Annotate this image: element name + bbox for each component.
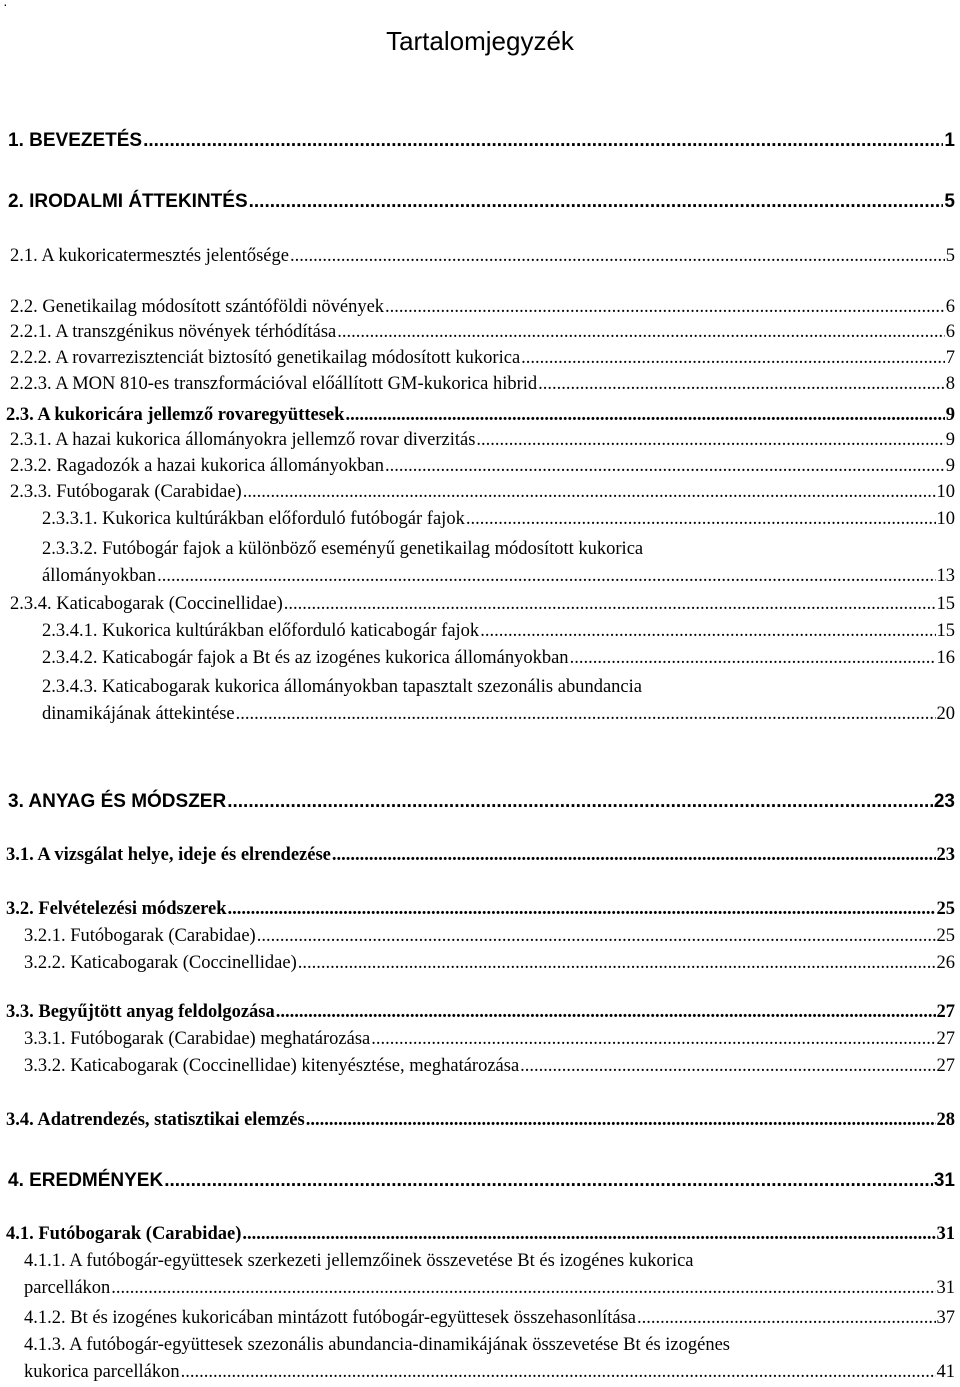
dot-leader bbox=[385, 295, 945, 319]
page-number: 15 bbox=[936, 621, 955, 641]
page-number: 41 bbox=[936, 1362, 955, 1382]
dot-leader bbox=[181, 1360, 936, 1384]
toc-entry-title: 2.3.3.2. Futóbogár fajok a különböző eseményű genetikailag módosított kukorica bbox=[42, 539, 644, 559]
toc-entry-title: 2.3.4.3. Katicabogarak kukorica állományokban tapasztalt szezonális abundancia bbox=[42, 677, 642, 697]
dot-leader bbox=[476, 428, 944, 452]
dot-leader bbox=[306, 1108, 936, 1132]
toc-entry-title: 2.2.1. A transzgénikus növények térhódítása bbox=[10, 322, 337, 342]
page-number: 9 bbox=[945, 456, 955, 476]
dot-leader bbox=[637, 1306, 935, 1330]
toc-entry-title: 2.2.3. A MON 810-es transzformációval előállított GM-kukorica hibrid bbox=[10, 374, 538, 394]
page-number: 27 bbox=[936, 1056, 955, 1076]
toc-entry-title: 3.2.2. Katicabogarak (Coccinellidae) bbox=[24, 953, 297, 973]
page-corner-mark: · bbox=[3, 0, 8, 12]
page-title: Tartalomjegyzék bbox=[386, 26, 574, 56]
toc-entry-title: 2.3.2. Ragadozók a hazai kukorica állományokban bbox=[10, 456, 384, 476]
toc-entry-title-continued: parcellákon bbox=[24, 1278, 111, 1298]
page-number: 5 bbox=[945, 246, 955, 266]
dot-leader bbox=[111, 1276, 935, 1300]
dot-leader bbox=[337, 320, 944, 344]
dot-leader bbox=[257, 924, 936, 948]
page-number: 27 bbox=[936, 1029, 955, 1049]
toc-entry-title: 4.1.3. A futóbogár-együttesek szezonális abundancia-dinamikájának összevetése Bt és izogénes bbox=[24, 1335, 730, 1355]
dot-leader bbox=[157, 564, 935, 588]
dot-leader bbox=[570, 646, 936, 670]
page-number: 20 bbox=[936, 704, 955, 724]
page-number: 25 bbox=[936, 899, 955, 919]
dot-leader bbox=[227, 790, 933, 814]
dot-leader bbox=[385, 454, 945, 478]
toc-entry-title-continued: kukorica parcellákon bbox=[24, 1362, 180, 1382]
page-number: 25 bbox=[936, 926, 955, 946]
toc-entry-title: 3.3. Begyűjtött anyag feldolgozása bbox=[6, 1002, 275, 1022]
page-number: 9 bbox=[945, 430, 955, 450]
toc-entry-title: 3.3.2. Katicabogarak (Coccinellidae) kitenyésztése, meghatározása bbox=[24, 1056, 520, 1076]
dot-leader bbox=[243, 480, 936, 504]
page-number: 23 bbox=[936, 845, 955, 865]
toc-entry-title: 2.3.3.1. Kukorica kultúrákban előforduló futóbogár fajok bbox=[42, 509, 465, 529]
dot-leader bbox=[345, 403, 944, 427]
page-number: 8 bbox=[945, 374, 955, 394]
dot-leader bbox=[332, 843, 936, 867]
page-number: 31 bbox=[936, 1224, 955, 1244]
dot-leader bbox=[249, 190, 944, 214]
dot-leader bbox=[242, 1222, 935, 1246]
dot-leader bbox=[276, 1000, 936, 1024]
dot-leader bbox=[466, 507, 936, 531]
toc-entry-title: 3.2.1. Futóbogarak (Carabidae) bbox=[24, 926, 256, 946]
dot-leader bbox=[164, 1169, 933, 1193]
toc-entry-title-continued: dinamikájának áttekintése bbox=[42, 704, 235, 724]
page-number: 15 bbox=[936, 594, 955, 614]
toc-entry-title: 2.3.4.1. Kukorica kultúrákban előforduló katicabogár fajok bbox=[42, 621, 480, 641]
page-number: 6 bbox=[945, 322, 955, 342]
page-number: 26 bbox=[936, 953, 955, 973]
dot-leader bbox=[228, 897, 936, 921]
toc-entry-title: 2.3.1. A hazai kukorica állományokra jellemző rovar diverzitás bbox=[10, 430, 476, 450]
page-number: 10 bbox=[936, 482, 955, 502]
toc-entry-title: 4. EREDMÉNYEK bbox=[8, 1170, 164, 1191]
dot-leader bbox=[371, 1027, 935, 1051]
page-number: 5 bbox=[944, 191, 955, 212]
page-number: 1 bbox=[944, 130, 955, 151]
dot-leader bbox=[236, 702, 936, 726]
page-number: 9 bbox=[945, 405, 955, 425]
dot-leader bbox=[284, 592, 936, 616]
page-number: 28 bbox=[936, 1110, 955, 1130]
dot-leader bbox=[143, 129, 943, 153]
toc-entry-title: 2.3. A kukoricára jellemző rovaregyüttesek bbox=[6, 405, 345, 425]
page-number: 37 bbox=[936, 1308, 955, 1328]
toc-entry-title: 2. IRODALMI ÁTTEKINTÉS bbox=[8, 191, 248, 212]
page-number: 7 bbox=[945, 348, 955, 368]
dot-leader bbox=[480, 619, 935, 643]
dot-leader bbox=[520, 1054, 935, 1078]
dot-leader bbox=[521, 346, 945, 370]
toc-entry-title: 2.2.2. A rovarrezisztenciát biztosító genetikailag módosított kukorica bbox=[10, 348, 521, 368]
dot-leader bbox=[538, 372, 945, 396]
page-number: 10 bbox=[936, 509, 955, 529]
toc-entry-title: 1. BEVEZETÉS bbox=[8, 130, 143, 151]
toc-entry-title: 2.2. Genetikailag módosított szántóföldi növények bbox=[10, 297, 385, 317]
page-number: 16 bbox=[936, 648, 955, 668]
toc-entry-title: 3. ANYAG ÉS MÓDSZER bbox=[8, 791, 227, 812]
dot-leader bbox=[290, 244, 945, 268]
page-number: 31 bbox=[936, 1278, 955, 1298]
toc-entry-title: 4.1.2. Bt és izogénes kukoricában mintázott futóbogár-együttesek összehasonlítása bbox=[24, 1308, 637, 1328]
toc-entry-title: 3.1. A vizsgálat helye, ideje és elrendezése bbox=[6, 845, 331, 865]
toc-entry-title-continued: állományokban bbox=[42, 566, 157, 586]
toc-entry-title: 3.4. Adatrendezés, statisztikai elemzés bbox=[6, 1110, 305, 1130]
page-number: 27 bbox=[936, 1002, 955, 1022]
toc-entry-title: 2.3.4.2. Katicabogár fajok a Bt és az izogénes kukorica állományokban bbox=[42, 648, 569, 668]
toc-entry-title: 4.1.1. A futóbogár-együttesek szerkezeti jellemzőinek összevetése Bt és izogénes kukorica bbox=[24, 1251, 694, 1271]
page-number: 6 bbox=[945, 297, 955, 317]
toc-entry-title: 2.3.4. Katicabogarak (Coccinellidae) bbox=[10, 594, 283, 614]
toc-entry-title: 4.1. Futóbogarak (Carabidae) bbox=[6, 1224, 242, 1244]
dot-leader bbox=[298, 951, 936, 975]
toc-entry-title: 2.3.3. Futóbogarak (Carabidae) bbox=[10, 482, 242, 502]
toc-entry-title: 3.3.1. Futóbogarak (Carabidae) meghatározása bbox=[24, 1029, 371, 1049]
page-number: 13 bbox=[936, 566, 955, 586]
toc-entry-title: 3.2. Felvételezési módszerek bbox=[6, 899, 227, 919]
page-number: 31 bbox=[933, 1170, 955, 1191]
toc-entry-title: 2.1. A kukoricatermesztés jelentősége bbox=[10, 246, 289, 266]
page-number: 23 bbox=[933, 791, 955, 812]
